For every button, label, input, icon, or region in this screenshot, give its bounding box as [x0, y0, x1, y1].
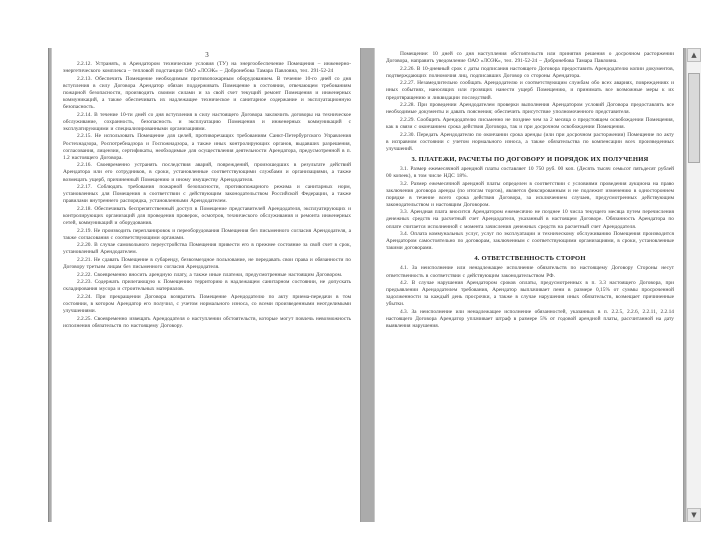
- paragraph: 2.2.18. Обеспечивать беспрепятственный доступ в Помещение представителей Арендодателя, эксплуатирующих и контролирующих организаций для проведения проверок, осмотров, технического обслуживания и ремонта инженерных сетей, коммуникаций и оборудования.: [63, 205, 351, 227]
- document-page-left: [52, 48, 360, 522]
- section-heading-liability: 4. ОТВЕТСТВЕННОСТЬ СТОРОН: [474, 255, 586, 263]
- document-page-right: [375, 48, 683, 522]
- right-page-body-3: [386, 265, 674, 330]
- paragraph: 2.2.15. Не использовать Помещение для целей, противоречащих требованиям Санкт-Петербургского Управления Ростехнадзора, Роспотребнадзора и Госпожнадзора, а также иных контролирующих органов, выдавших разрешения, согласования, лицензии, сертификаты, необходимые для осуществления деятельности Арендатора, предусмотренной в п. 1.2 настоящего Договора.: [63, 133, 351, 161]
- paragraph: 2.2.16. Своевременно устранять последствия аварий, повреждений, произошедших в результате действий Арендатора или его сотрудников, в сроки, установленные соответствующими службами и организациями, а также возмещать ущерб, причиненный Помещению и иному имуществу Арендодателя.: [63, 162, 351, 183]
- paragraph: 3.4. Оплата коммунальных услуг, услуг по эксплуатации и техническому обслуживанию Помещения производится Арендатором самостоятельно по договорам, заключенным с соответствующими организациями, в сроки, установленные такими договорами.: [386, 231, 674, 252]
- right-page-body-2: [386, 166, 674, 253]
- paragraph: 2.2.19. Не производить перепланировок и переоборудования Помещения без письменного согласия Арендодателя, а также согласования с соответствующими органами.: [63, 227, 351, 241]
- paragraph: 2.2.24. При прекращении Договора возвратить Помещение Арендодателю по акту приема-передачи в том состоянии, в котором Арендатор его получил, с учетом нормального износа, со всеми произведенными неотделимыми улучшениями.: [63, 294, 351, 315]
- paragraph: 2.2.25. Своевременно извещать Арендодателя о наступлении обстоятельств, которые могут повлечь невозможность исполнения обязательств по настоящему Договору.: [63, 315, 351, 329]
- page-right-content: [386, 51, 674, 522]
- paragraph: 2.2.28. При проведении Арендодателем проверки выполнения Арендатором условий Договора предоставлять все необходимые документы и давать пояснения; обеспечить присутствие уполномоченного представителя.: [386, 102, 674, 116]
- paragraph: 2.2.23. Содержать прилегающую к Помещению территорию в надлежащем санитарном состоянии, не допускать складирования мусора и строительных материалов.: [63, 279, 351, 293]
- paragraph: 2.2.27. Незамедлительно сообщать Арендодателю и соответствующим службам обо всех авариях, повреждениях и иных событиях, наносящих или грозящих нанести ущерб Помещению, и принимать все возможные меры к их предотвращению и ликвидации последствий.: [386, 80, 674, 101]
- paragraph: 2.2.20. В случае самовольного переустройства Помещения привести его в прежнее состояние за свой счет в срок, установленный Арендодателем.: [63, 242, 351, 256]
- scroll-down-arrow-icon[interactable]: ▼: [687, 508, 701, 522]
- left-page-body: [63, 61, 351, 330]
- scroll-up-arrow-icon[interactable]: ▲: [687, 48, 701, 62]
- paragraph: 2.2.12. Устранять, в Арендатором технические условия (ТУ) на энергообеспечение Помещения – инженерно-энергетического комплекса – тепловой подстанции ОАО «ЛОЭК» – Добронебова Тамара Павловна, тел. 291-52-24: [63, 61, 351, 75]
- paragraph: 3.2. Размер ежемесячной арендной платы определен в соответствии с условиями проведения аукциона на право заключения договора аренды (по итогам торгов), является фиксированным и не подлежит изменению в одностороннем порядке в течение всего срока действия Договора, за исключением случаев, предусмотренных действующим законодательством и настоящим Договором.: [386, 180, 674, 208]
- page-viewport: [48, 48, 687, 522]
- paragraph: 2.2.26. В 10-дневный срок с даты подписания настоящего Договора предоставить Арендодателю копии документов, подтверждающих полномочия лиц, подписавших Договор со стороны Арендатора.: [386, 65, 674, 79]
- paragraph: Помещение: 10 дней со дня наступления обстоятельств или принятия решения о досрочном расторжении Договора, направить уведомление ОАО «ЛОЭК», тел. 291-52-24 – Добронебова Тамара Павловна.: [386, 51, 674, 65]
- paragraph: 4.2. В случае нарушения Арендатором сроков оплаты, предусмотренных в п. 3.3 настоящего Договора, при предъявлении Арендодателем требования, Арендатор выплачивает пени в размере 0,15% от суммы просроченной задолженности за каждый день просрочки, а также в случае нарушения иных обязательств, возмещает причиненные убытки.: [386, 280, 674, 308]
- paragraph: 2.2.29. Сообщить Арендодателю письменно не позднее чем за 2 месяца о предстоящем освобождении Помещения, как в связи с окончанием срока действия Договора, так и при досрочном освобождении Помещения.: [386, 116, 674, 130]
- paragraph: 2.2.30. Передать Арендодателю по окончании срока аренды (или при досрочном расторжении) Помещение по акту в исправном состоянии с учетом нормального износа, а также обязательства по компенсации всех произведенных улучшений.: [386, 131, 674, 152]
- paragraph: 2.2.14. В течение 10-ти дней со дня вступления в силу настоящего Договора заключить договоры на техническое обслуживание, сохранность, безопасность и эксплуатацию Помещения и инженерных коммуникаций с эксплуатирующими и специализированными организациями.: [63, 111, 351, 132]
- paragraph: 3.1. Размер ежемесячной арендной платы составляет 10 750 руб. 00 коп. (Десять тысяч семьсот пятьдесят рублей 00 копеек), в том числе НДС 18%.: [386, 165, 674, 179]
- section-heading-payments: 3. ПЛАТЕЖИ, РАСЧЕТЫ ПО ДОГОВОРУ И ПОРЯДОК ИХ ПОЛУЧЕНИЯ: [411, 155, 649, 163]
- right-page-body-1: [386, 51, 674, 153]
- paragraph: 2.2.22. Своевременно вносить арендную плату, а также иные платежи, предусмотренные настоящим Договором.: [77, 271, 343, 278]
- paragraph: 4.3. За неисполнение или ненадлежащее исполнение обязанностей, указанных в п. 2.2.5, 2.2.6, 2.2.11, 2.2.14 настоящего Договора Арендатор уплачивает штраф в размере 5% от годовой арендной платы, рассчитанной на дату выявления нарушения.: [386, 309, 674, 330]
- vertical-scrollbar[interactable]: [686, 48, 701, 522]
- scroll-thumb[interactable]: [688, 73, 700, 163]
- page-left-content: [63, 51, 351, 522]
- paragraph: 4.1. За неисполнение или ненадлежащее исполнение обязательств по настоящему Договору Стороны несут ответственность в соответствии с действующим законодательством РФ.: [386, 265, 674, 279]
- paragraph: 2.2.21. Не сдавать Помещение в субаренду, безвозмездное пользование, не передавать свои права и обязанности по Договору третьим лицам без письменного согласия Арендодателя.: [63, 257, 351, 271]
- paragraph: 2.2.17. Соблюдать требования пожарной безопасности, противопожарного режима и санитарных норм, установленных для Помещения в соответствии с действующим законодательством Российской Федерации, а также правилами внутреннего распорядка, установленными Арендодателем.: [63, 184, 351, 205]
- paragraph: 2.2.13. Обеспечить Помещение необходимым противопожарным оборудованием. В течение 10-го дней со дня вступления в силу Договора Арендатор обязан поддерживать Помещение в состоянии, отвечающем требованиям пожарной безопасности, производить своими силами и за свой счет текущий ремонт Помещения и инженерных коммуникаций, а также обеспечивать их надлежащее техническое и санитарное содержание и эксплуатационную безопасность.: [63, 75, 351, 111]
- paragraph: 3.3. Арендная плата вносится Арендатором ежемесячно не позднее 10 числа текущего месяца путем перечисления денежных средств на расчетный счет Арендодателя, указанный в настоящем Договоре. Обязанность Арендатора по оплате считается исполненной с момента зачисления денежных средств на расчетный счет Арендодателя.: [386, 209, 674, 230]
- page-number: 3: [205, 51, 209, 59]
